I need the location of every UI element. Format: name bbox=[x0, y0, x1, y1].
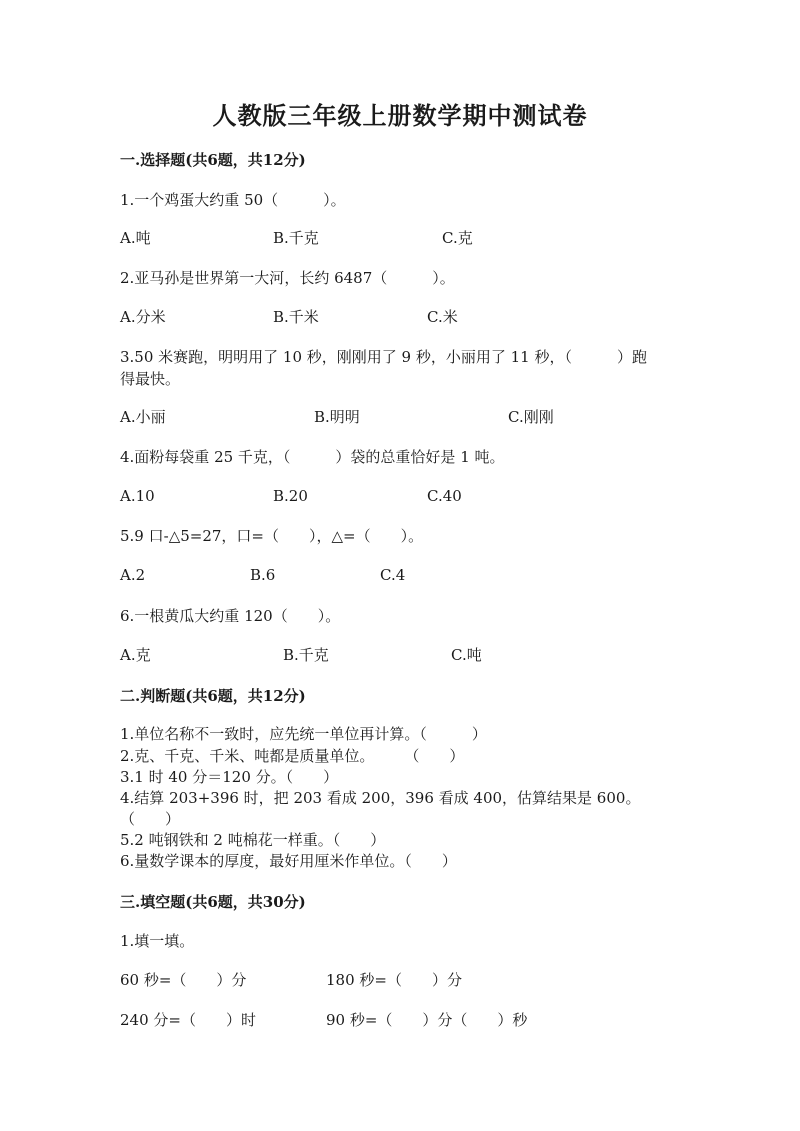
question-text: 3.50 米赛跑，明明用了 10 秒，刚刚用了 9 秒，小丽用了 11 秒，（ ）跑 bbox=[120, 348, 647, 366]
option-a: A.分米 bbox=[120, 308, 166, 326]
fill-item: 180 秒=（ ）分 bbox=[326, 971, 462, 989]
question-text: 1.填一填。 bbox=[120, 932, 195, 950]
tf-item: 2.克、千克、千米、吨都是质量单位。 （ ） bbox=[120, 747, 465, 765]
option-a: A.吨 bbox=[120, 229, 151, 247]
option-c: C.克 bbox=[442, 229, 473, 247]
option-b: B.千米 bbox=[273, 308, 319, 326]
page-title: 人教版三年级上册数学期中测试卷 bbox=[212, 101, 588, 130]
tf-item: 1.单位名称不一致时，应先统一单位再计算。（ ） bbox=[120, 725, 487, 743]
tf-item: 6.量数学课本的厚度，最好用厘米作单位。（ ） bbox=[120, 852, 457, 870]
option-c: C.40 bbox=[427, 487, 462, 505]
option-c: C.米 bbox=[427, 308, 458, 326]
option-c: C.4 bbox=[380, 566, 406, 584]
option-b: B.20 bbox=[273, 487, 308, 505]
option-a: A.2 bbox=[120, 566, 146, 584]
question-text: 5.9 口-△5=27，口=（ ），△=（ ）。 bbox=[120, 527, 424, 545]
question-text: 6.一根黄瓜大约重 120（ ）。 bbox=[120, 607, 341, 625]
option-a: A.小丽 bbox=[120, 408, 166, 426]
option-b: B.千克 bbox=[283, 646, 329, 664]
tf-item: 4.结算 203+396 时，把 203 看成 200，396 看成 400，估算结果是 600。 bbox=[120, 789, 641, 807]
fill-item: 90 秒=（ ）分（ ）秒 bbox=[326, 1011, 528, 1029]
section-title-true-false: 二.判断题(共6题，共12分) bbox=[120, 687, 306, 705]
question-text: 1.一个鸡蛋大约重 50（ ）。 bbox=[120, 191, 346, 209]
tf-item: 5.2 吨钢铁和 2 吨棉花一样重。（ ） bbox=[120, 831, 386, 849]
option-b: B.6 bbox=[250, 566, 276, 584]
fill-item: 60 秒=（ ）分 bbox=[120, 971, 247, 989]
option-b: B.千克 bbox=[273, 229, 319, 247]
option-a: A.10 bbox=[120, 487, 155, 505]
tf-item-continued: （ ） bbox=[120, 810, 181, 828]
tf-item: 3.1 时 40 分＝120 分。（ ） bbox=[120, 768, 339, 786]
question-text: 4.面粉每袋重 25 千克，（ ）袋的总重恰好是 1 吨。 bbox=[120, 448, 505, 466]
question-text-continued: 得最快。 bbox=[120, 370, 181, 388]
option-b: B.明明 bbox=[314, 408, 360, 426]
option-c: C.刚刚 bbox=[508, 408, 554, 426]
section-title-fill-blank: 三.填空题(共6题，共30分) bbox=[120, 893, 306, 911]
section-title-choice: 一.选择题(共6题，共12分) bbox=[120, 151, 306, 169]
fill-item: 240 分=（ ）时 bbox=[120, 1011, 256, 1029]
option-a: A.克 bbox=[120, 646, 151, 664]
option-c: C.吨 bbox=[451, 646, 482, 664]
question-text: 2.亚马孙是世界第一大河，长约 6487（ ）。 bbox=[120, 269, 455, 287]
